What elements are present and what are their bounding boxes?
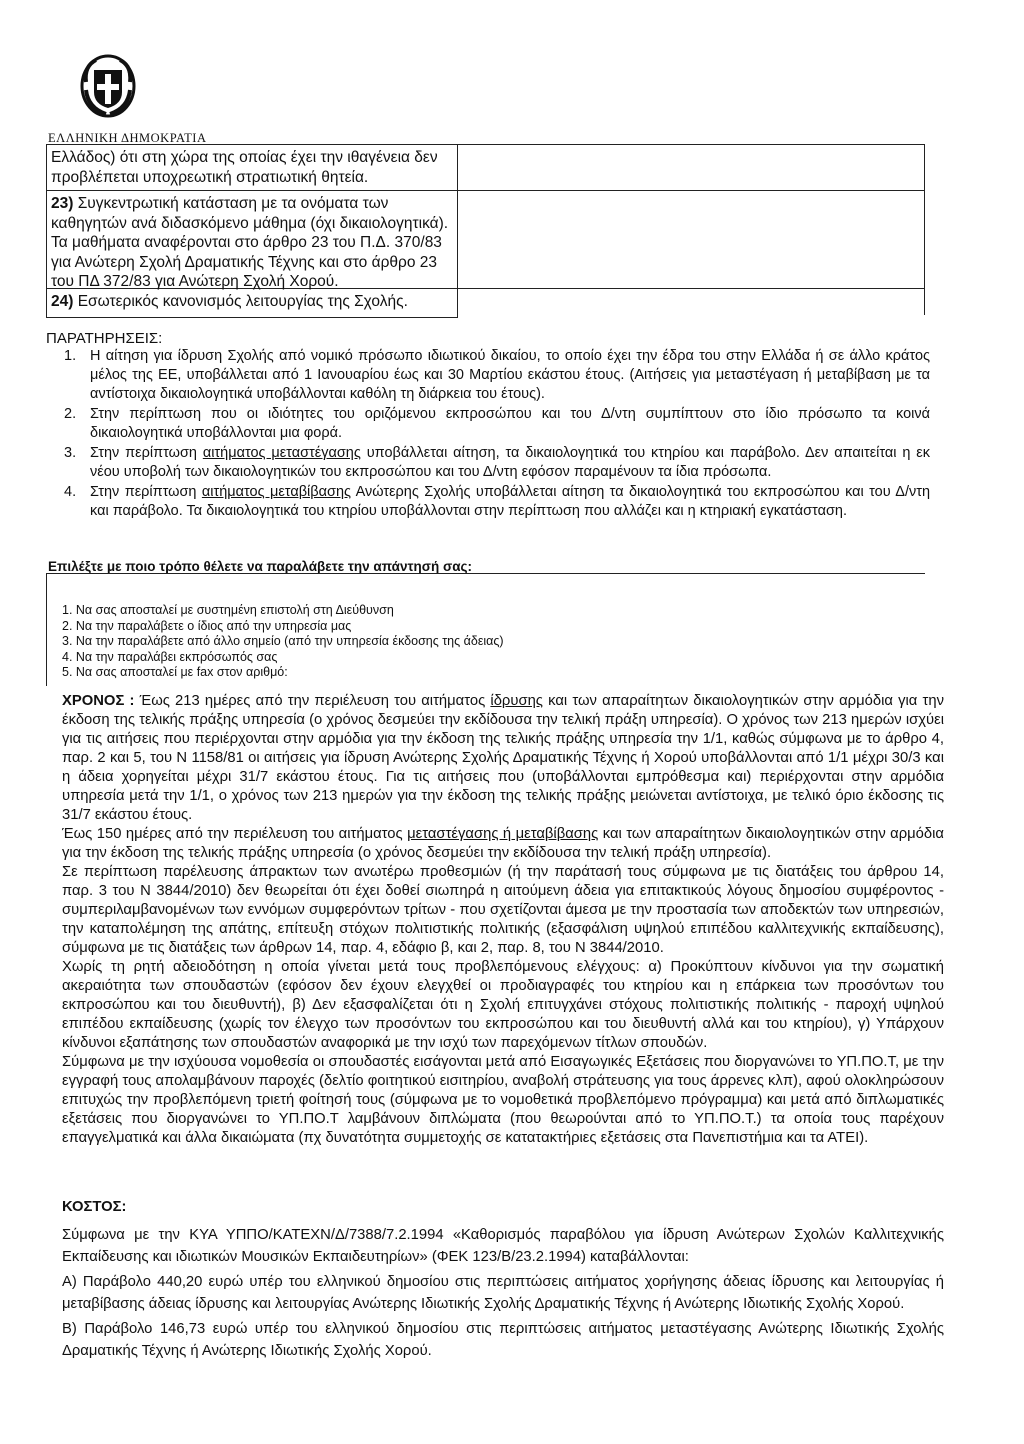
time-underlined: ίδρυσης xyxy=(490,693,543,709)
time-paragraph xyxy=(62,825,944,863)
table-divider xyxy=(458,288,924,289)
choice-item[interactable]: 1. Να σας αποσταλεί με συστημένη επιστολή στη Διεύθυνση xyxy=(62,603,394,617)
list-item xyxy=(46,347,930,404)
table-row xyxy=(46,191,458,289)
choice-item[interactable]: 2. Να την παραλάβετε ο ίδιος από την υπηρεσία μας xyxy=(62,618,352,633)
header-title: ΕΛΛΗΝΙΚΗ ΔΗΜΟΚΡΑΤΙΑ xyxy=(48,131,207,145)
choice-item[interactable]: 5. Να σας αποσταλεί με fax στον αριθμό: xyxy=(62,665,288,679)
note-number: 4. xyxy=(64,484,77,500)
note-underlined: αιτήματος μεταβίβασης xyxy=(201,484,351,500)
list-item xyxy=(46,405,930,443)
time-paragraph: Σύμφωνα με την ισχύουσα νομοθεσία οι σπουδαστές εισάγονται μετά από Εισαγωγικές Εξετάσεις που διοργανώνει το ΥΠ.ΠΟ.Τ, με την εγγραφή τους απολαμβάνουν παροχές (δελτίο φοιτητικού εισιτηρίου, αναβολή στράτευσης για τους άρρενες κλπ), αφού ολοκληρώσουν επιτυχώς την προβλεπόμενη τριετή φοίτησή τους (σύμφωνα με το νομοθετικά προβλεπόμενο πρόγραμμα) και μετά από διπλωματικές εξετάσεις που διοργανώνει το ΥΠ.ΠΟ.Τ λαμβάνουν διπλώματα (που θεωρούνται από το ΥΠ.ΠΟ.Τ.) τα οποία τους παρέχουν επαγγελματικά και άλλα δικαιώματα (πχ δυνατότητα συμμετοχής σε κατατακτήριες εξετάσεις στα Πανεπιστήμια και τα ΑΤΕΙ). xyxy=(62,1054,944,1146)
row-number: 23) xyxy=(51,195,74,212)
table-empty-column xyxy=(458,144,925,315)
row-number: 24) xyxy=(51,293,74,310)
greek-emblem-icon xyxy=(78,52,138,118)
notes-list xyxy=(46,347,930,522)
time-text: και των απαραίτητων δικαιολογητικών στην αρμόδια για την έκδοση της τελικής πράξης υπηρεσία (ο χρόνος δεσμεύει την εκδίδουσα την τελική πράξη υπηρεσία). xyxy=(62,826,944,861)
note-number: 3. xyxy=(64,445,77,461)
time-paragraph xyxy=(62,692,944,825)
list-item xyxy=(46,483,930,521)
row-text: Ελλάδος) ότι στη χώρα της οποίας έχει την ιθαγένεια δεν προβλέπεται υποχρεωτική στρατιωτική θητεία. xyxy=(51,149,438,186)
note-underlined: αιτήματος μεταστέγασης xyxy=(202,445,361,461)
time-section xyxy=(62,692,944,1148)
note-text: Ανώτερης Σχολής υποβάλλεται αίτηση τα δικαιολογητικά του εκπροσώπου και του Δ/ντη και παράβολο. Τα δικαιολογητικά του κτηρίου υποβάλλονται στην περίπτωση που αλλάζει και η κτηριακή εγκατάσταση. xyxy=(90,484,931,519)
time-paragraph: Σε περίπτωση παρέλευσης άπρακτων των ανωτέρω προθεσμιών (ή την παράτασή τους σύμφωνα με τις διατάξεις του άρθρου 14, παρ. 3 του Ν 3844/2010) δεν θεωρείται ότι έχει δοθεί σιωπηρά η αιτούμενη άδεια για επιτακτικούς λόγους δημοσίου συμφέροντος - συμπεριλαμβανομένων των εννόμων συμφερόντων τρίτων - που σχετίζονται άμεσα με την προστασία των αποδεκτών των υπηρεσιών, την καταπολέμηση της απάτης, επίτευξη στόχων πολιτιστικής πολιτικής (εξασφάλιση υψηλού επιπέδου καλλιτεχνικής εκπαίδευσης), σύμφωνα με τις διατάξεις των άρθρων 14, παρ. 4, εδάφιο β, και 2, παρ. 8, του Ν 3844/2010. xyxy=(62,864,944,956)
choice-item[interactable]: 4. Να την παραλάβει εκπρόσωπός σας xyxy=(62,649,278,664)
table-row xyxy=(46,145,458,191)
cost-paragraph: Α) Παράβολο 440,20 ευρώ υπέρ του ελληνικού δημοσίου στις περιπτώσεις αιτήματος χορήγησης άδειας ίδρυσης και λειτουργίας ή μεταβίβασης άδειας ίδρυσης και λειτουργίας Ανώτερης Ιδιωτικής Σχολής Δραματικής Τέχνης ή Ανώτερης Ιδιωτικής Σχολής Χορού. xyxy=(62,1274,944,1312)
row-text: Εσωτερικός κανονισμός λειτουργίας της Σχολής. xyxy=(73,293,408,310)
note-text: Στην περίπτωση xyxy=(90,484,202,500)
note-text: Στην περίπτωση xyxy=(90,445,203,461)
cost-paragraph: Β) Παράβολο 146,73 ευρώ υπέρ του ελληνικού δημοσίου στις περιπτώσεις αιτήματος μεταστέγασης Ανώτερης Ιδιωτικής Σχολής Δραματικής Τέχνης ή Ανώτερης Ιδιωτικής Σχολής Χορού. xyxy=(62,1321,944,1359)
choice-list xyxy=(62,603,504,681)
time-label: ΧΡΟΝΟΣ : xyxy=(62,693,135,709)
list-item xyxy=(46,444,930,482)
table-divider xyxy=(458,190,924,191)
note-text: Στην περίπτωση που οι ιδιότητες του οριζόμενου εκπροσώπου και του Δ/ντη συμπίπτουν στο ίδιο πρόσωπο τα κοινά δικαιολογητικά υποβάλλονται μια φορά. xyxy=(90,406,930,441)
time-underlined: μεταστέγασης ή μεταβίβασης xyxy=(407,826,599,842)
cost-section xyxy=(62,1196,944,1365)
notes-title: ΠΑΡΑΤΗΡΗΣΕΙΣ: xyxy=(46,330,163,347)
time-text: και των απαραίτητων δικαιολογητικών στην αρμόδια για την έκδοση της τελικής πράξης υπηρεσία (ο χρόνος δεσμεύει την εκδίδουσα την τελική πράξη υπηρεσία). Ο χρόνος των 213 ημερών ισχύει για τις αιτήσεις που περιέρχονται στην αρμόδια για την έκδοση της τελικής πράξης υπηρεσία την 1/1, καθώς σύμφωνα με το άρθρο 4, παρ. 2 και 5, του Ν 1158/81 οι αιτήσεις για ίδρυση Ανώτερης Σχολής Δραματικής Τέχνης ή Χορού υποβάλλονται από 1/1 μέχρι 30/3 και η άδεια χορηγείται μέχρι 31/7 εκάστου έτους. Για τις αιτήσεις που (υποβάλλονται εμπρόθεσμα και) περιέρχονται στην αρμόδια υπηρεσία μετά την 1/1, ο χρόνος των 213 ημερών για την έκδοση της τελικής πράξης μειώνεται αντίστοιχα, με τελικό όριο έκδοσης τις 31/7 εκάστου έτους. xyxy=(62,693,944,823)
table-row xyxy=(46,289,458,318)
note-number: 2. xyxy=(64,406,77,422)
choice-item[interactable]: 3. Να την παραλάβετε από άλλο σημείο (από την υπηρεσία έκδοσης της άδειας) xyxy=(62,634,504,648)
note-text: υποβάλλεται αίτηση, τα δικαιολογητικά του κτηρίου και παράβολο. Δεν απαιτείται η εκ νέου υποβολή των δικαιολογητικών του εκπροσώπου και του Δ/ντη εφόσον παραμένουν τα ίδια πρόσωπα. xyxy=(90,445,930,480)
note-text: Η αίτηση για ίδρυση Σχολής από νομικό πρόσωπο ιδιωτικού δικαίου, το οποίο έχει την έδρα του στην Ελλάδα ή σε άλλο κράτος μέλος της ΕΕ, υποβάλλεται από 1 Ιανουαρίου έως και 30 Μαρτίου εκάστου έτους. (Αιτήσεις για μεταστέγαση ή μεταβίβαση με τα αντίστοιχα δικαιολογητικά υποβάλλονται καθόλη τη διάρκεια του έτους). xyxy=(90,348,930,402)
document-table xyxy=(46,144,458,318)
time-text: Έως 150 ημέρες από την περιέλευση του αιτήματος xyxy=(62,826,408,842)
cost-label: ΚΟΣΤΟΣ: xyxy=(62,1199,127,1215)
time-text: Έως 213 ημέρες από την περιέλευση του αιτήματος xyxy=(134,693,491,709)
row-text: Συγκεντρωτική κατάσταση με τα ονόματα των καθηγητών ανά διδασκόμενο μάθημα (όχι δικαιολογητικά). Τα μαθήματα αναφέρονται στο άρθρο 23 του Π.Δ. 370/83 για Ανώτερη Σχολή Δραματικής Τέχνης και στο άρθρο 23 του ΠΔ 372/83 για Ανώτερη Σχολή Χορού. xyxy=(51,195,449,290)
time-paragraph: Χωρίς τη ρητή αδειοδότηση η οποία γίνεται μετά τους προβλεπόμενους ελέγχους: α) Προκύπτουν κίνδυνοι για την σωματική ακεραιότητα των σπουδαστών (εφόσον δεν έχουν ελεγχθεί οι προδιαγραφές του κτηρίου και η επάρκεια των προσόντων του εκπροσώπου και του διευθυντή), β) Δεν εξασφαλίζεται ότι η Σχολή επιτυγχάνει στόχους πολιτιστικής πολιτικής - παροχή υψηλού επιπέδου εκπαίδευσης (χωρίς τον έλεγχο των προσόντων του εκπροσώπου και του διευθυντή αλλά και του κτηρίου), γ) Υπάρχουν κίνδυνοι εξαπάτησης των σπουδαστών αναφορικά με την ισχύ των παρεχόμενων τίτλων σπουδών. xyxy=(62,959,944,1051)
note-number: 1. xyxy=(64,348,77,364)
cost-paragraph: Σύμφωνα με την ΚΥΑ ΥΠΠΟ/ΚΑΤΕΧΝ/Δ/7388/7.2.1994 «Καθορισμός παραβόλου για ίδρυση Ανώτερων Σχολών Καλλιτεχνικής Εκπαίδευσης και ιδιωτικών Μουσικών Εκπαιδευτηρίων» (ΦΕΚ 123/Β/23.2.1994) καταβάλλονται: xyxy=(62,1227,944,1265)
choice-title: Επιλέξτε με ποιο τρόπο θέλετε να παραλάβετε την απάντησή σας: xyxy=(48,559,473,574)
